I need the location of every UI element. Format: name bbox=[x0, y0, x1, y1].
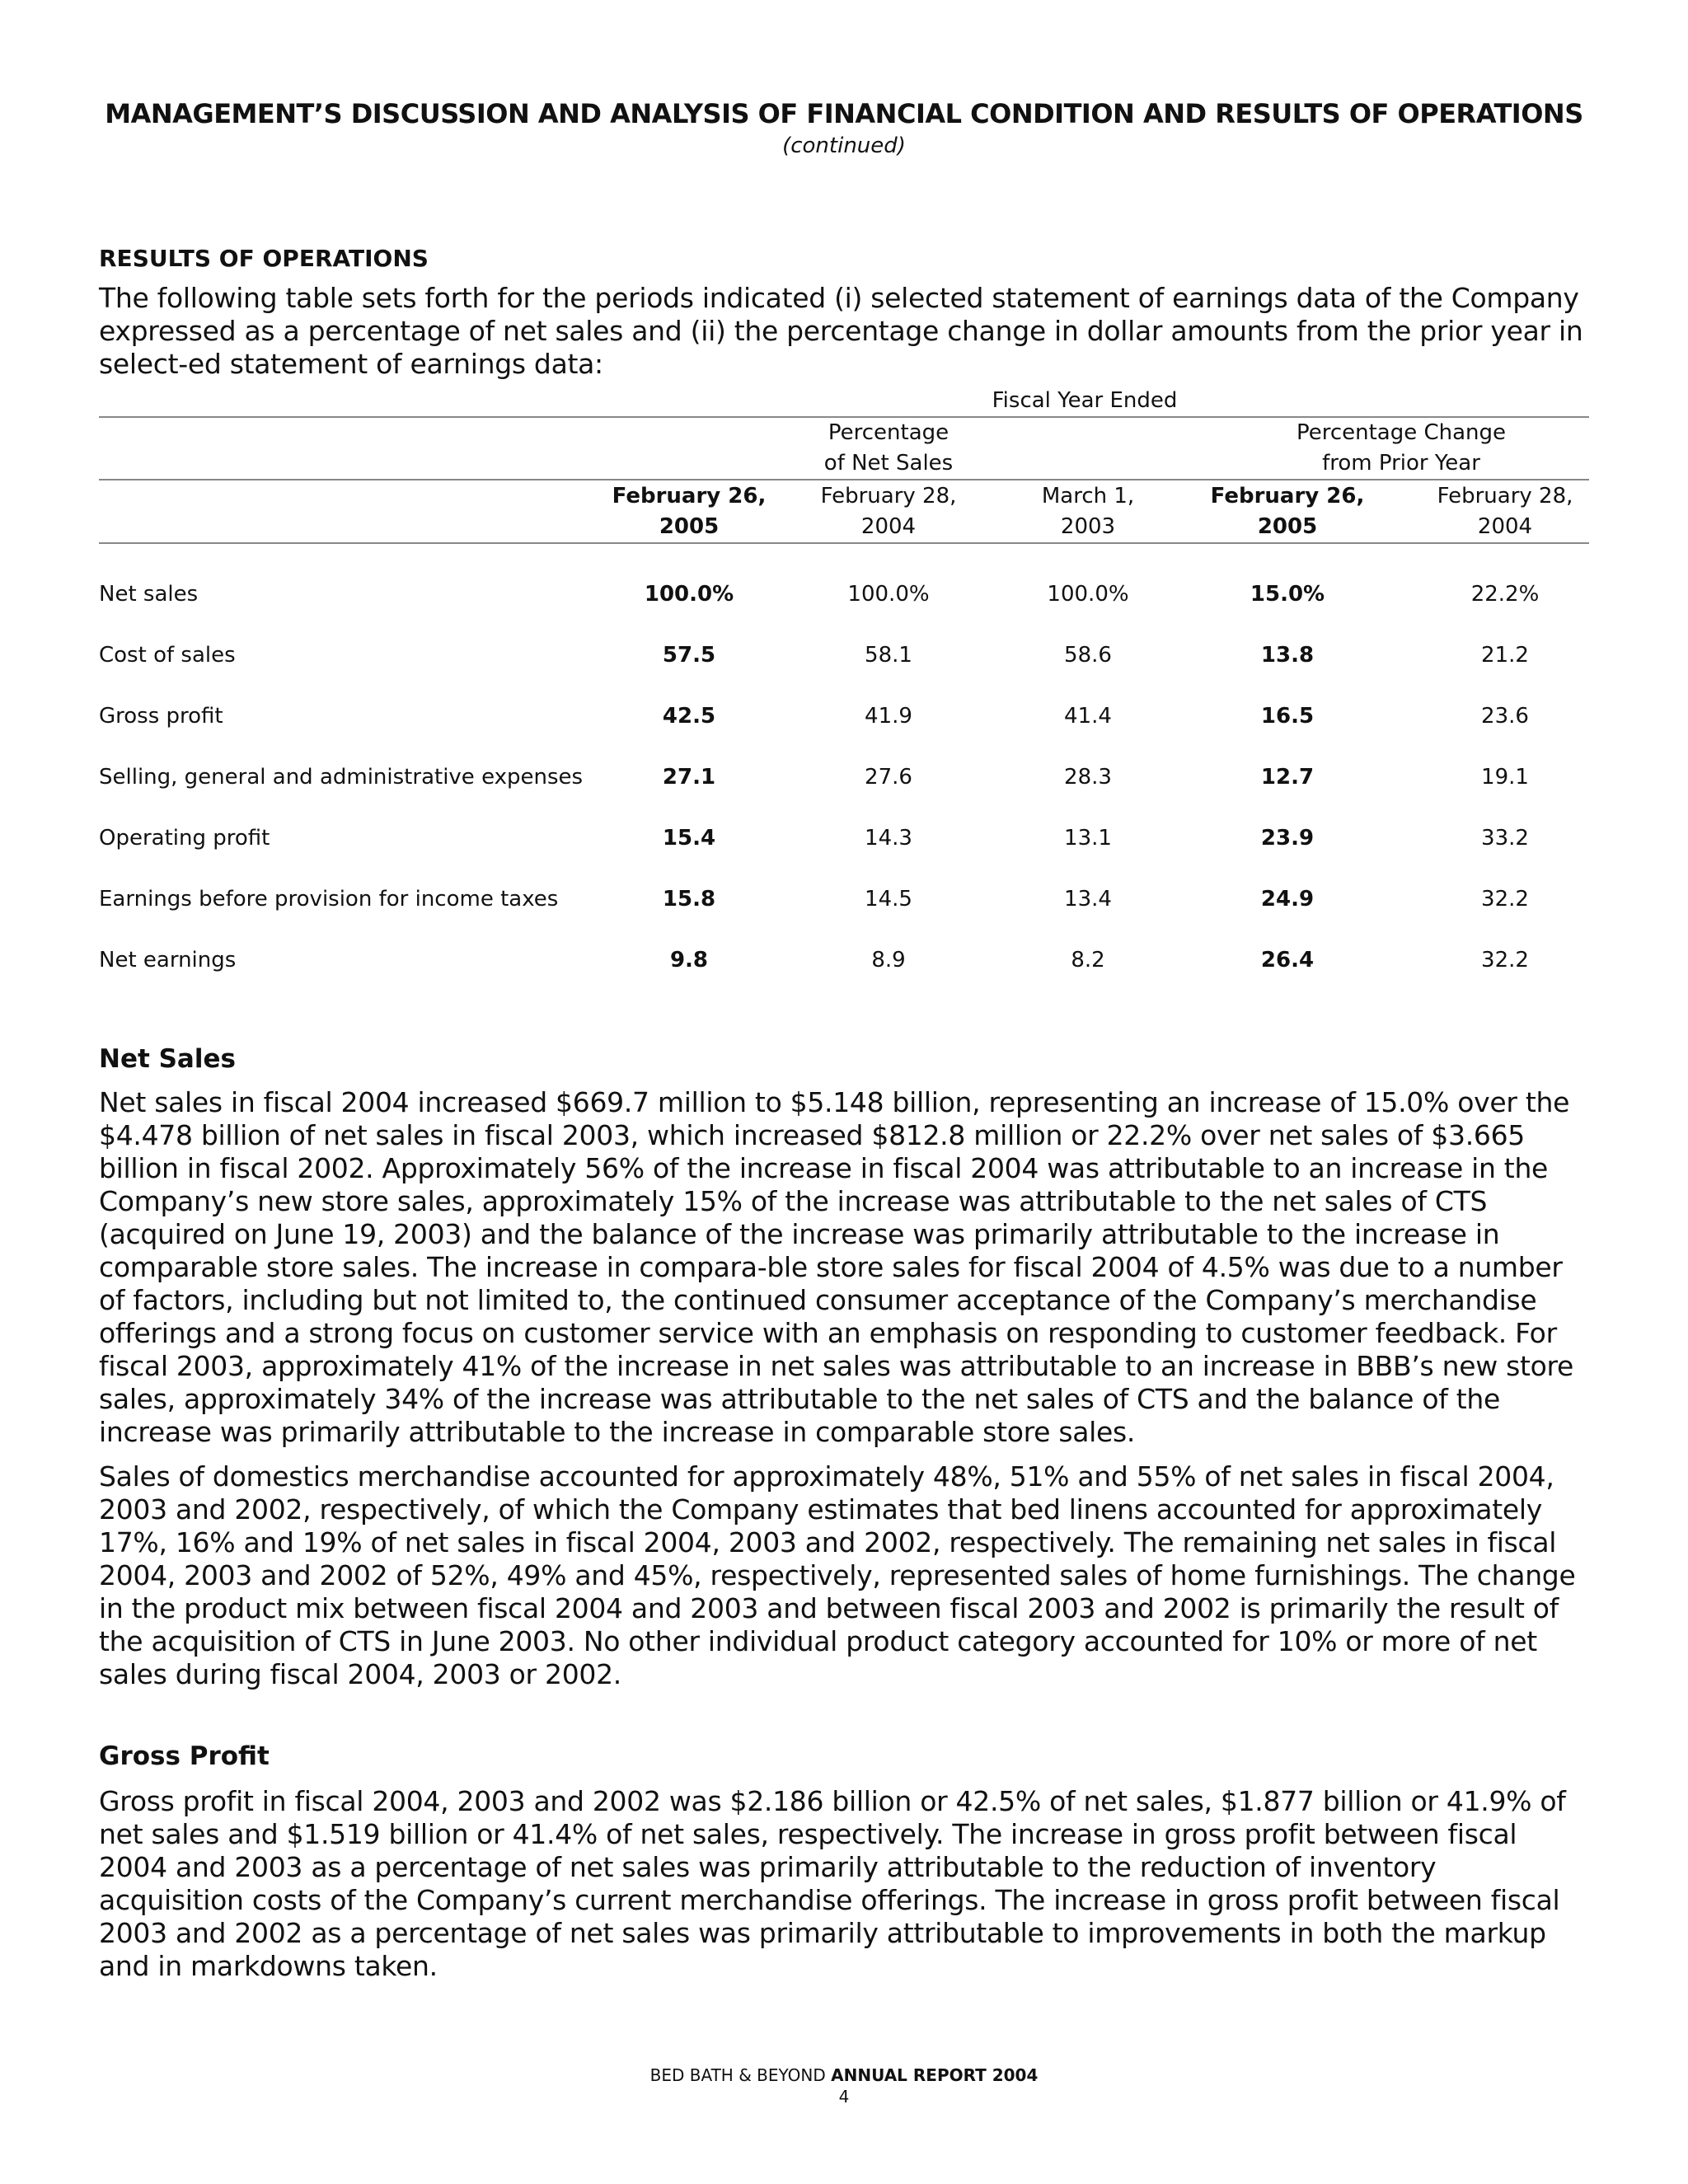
footer-report: ANNUAL REPORT 2004 bbox=[831, 2065, 1039, 2085]
row-label: Cost of sales bbox=[99, 643, 236, 668]
cell: 28.3 bbox=[1064, 765, 1112, 790]
cell: 100.0% bbox=[644, 582, 734, 607]
cell: 16.5 bbox=[1260, 704, 1315, 729]
cell: 13.4 bbox=[1064, 887, 1112, 912]
group-pct-net-sales-line2: of Net Sales bbox=[823, 451, 954, 476]
row-label: Earnings before provision for income taxes bbox=[99, 887, 559, 912]
cell: 14.5 bbox=[865, 887, 912, 912]
group-pct-change-line1: Percentage Change bbox=[1296, 420, 1507, 445]
cell: 58.6 bbox=[1064, 643, 1112, 668]
col-header-3-line1: March 1, bbox=[1041, 484, 1135, 509]
row-label: Net earnings bbox=[99, 948, 237, 972]
col-header-4-line1: February 26, bbox=[1210, 484, 1365, 509]
footer-report-line bbox=[0, 2064, 1688, 2086]
cell: 27.6 bbox=[865, 765, 912, 790]
cell: 100.0% bbox=[1047, 582, 1129, 607]
fiscal-year-ended-label: Fiscal Year Ended bbox=[992, 388, 1178, 413]
cell: 24.9 bbox=[1260, 887, 1315, 912]
col-header-3-line2: 2003 bbox=[1060, 514, 1116, 539]
col-header-2-line2: 2004 bbox=[860, 514, 917, 539]
cell: 12.7 bbox=[1260, 765, 1315, 790]
cell: 41.9 bbox=[865, 704, 912, 729]
col-header-1-line2: 2005 bbox=[659, 514, 720, 539]
results-table bbox=[99, 386, 1589, 1012]
net-sales-paragraph-1: Net sales in fiscal 2004 increased $669.7 million to $5.148 billion, representing an increase of 15.0% over the $4.478 billion of net sales in fiscal 2003, which increased $812.8 million or 22.2% over net sales of $3.665 billion in fiscal 2002. Approximately 56% of the increase in fiscal 2004 was attributable to an increase in the Company’s new store sales, approximately 15% of the increase was attributable to the net sales of CTS (acquired on June 19, 2003) and the balance of the increase was primarily attributable to the increase in comparable store sales. The increase in compara-ble store sales for fiscal 2004 of 4.5% was due to a number of factors, including but not limited to, the continued consumer acceptance of the Company’s merchandise offerings and a strong focus on customer service with an emphasis on responding to customer feedback. For fiscal 2003, approximately 41% of the increase in net sales was attributable to an increase in BBB’s new store sales, approximately 34% of the increase was attributable to the net sales of CTS and the balance of the increase was primarily attributable to the increase in comparable store sales. bbox=[99, 1086, 1574, 1448]
net-sales-heading: Net Sales bbox=[99, 1044, 236, 1074]
cell: 57.5 bbox=[662, 643, 716, 668]
cell: 15.4 bbox=[662, 826, 716, 851]
cell: 13.8 bbox=[1260, 643, 1315, 668]
page-title: MANAGEMENT’S DISCUSSION AND ANALYSIS OF FINANCIAL CONDITION AND RESULTS OF OPERATIONS bbox=[105, 98, 1583, 129]
cell: 19.1 bbox=[1481, 765, 1529, 790]
col-header-1-line1: February 26, bbox=[612, 484, 767, 509]
cell: 100.0% bbox=[847, 582, 930, 607]
row-label: Selling, general and administrative expenses bbox=[99, 765, 584, 790]
cell: 14.3 bbox=[865, 826, 912, 851]
net-sales-paragraph-2: Sales of domestics merchandise accounted for approximately 48%, 51% and 55% of net sales in fiscal 2004, 2003 and 2002, respectively, of which the Company estimates that bed linens accounted for approximately 17%, 16% and 19% of net sales in fiscal 2004, 2003 and 2002, respectively. The remaining net sales in fiscal 2004, 2003 and 2002 of 52%, 49% and 45%, respectively, represented sales of home furnishings. The change in the product mix between fiscal 2004 and 2003 and between fiscal 2003 and 2002 is primarily the result of the acquisition of CTS in June 2003. No other individual product category accounted for 10% or more of net sales during fiscal 2004, 2003 or 2002. bbox=[99, 1460, 1576, 1690]
cell: 23.9 bbox=[1260, 826, 1315, 851]
gross-profit-heading: Gross Profit bbox=[99, 1741, 270, 1771]
gross-profit-paragraph-1: Gross profit in fiscal 2004, 2003 and 2002 was $2.186 billion or 42.5% of net sales, $1.877 billion or 41.9% of net sales and $1.519 billion or 41.4% of net sales, respectively. The increase in gross profit between fiscal 2004 and 2003 as a percentage of net sales was primarily attributable to the reduction of inventory acquisition costs of the Company’s current merchandise offerings. The increase in gross profit between fiscal 2003 and 2002 as a percentage of net sales was primarily attributable to improvements in both the markup and in markdowns taken. bbox=[99, 1785, 1566, 1982]
cell: 32.2 bbox=[1481, 948, 1529, 972]
cell: 21.2 bbox=[1481, 643, 1529, 668]
cell: 8.2 bbox=[1071, 948, 1105, 972]
cell: 26.4 bbox=[1260, 948, 1315, 972]
cell: 22.2% bbox=[1470, 582, 1540, 607]
col-header-5-line2: 2004 bbox=[1477, 514, 1533, 539]
col-header-5-line1: February 28, bbox=[1437, 484, 1573, 509]
page-number: 4 bbox=[838, 2087, 850, 2107]
cell: 32.2 bbox=[1481, 887, 1529, 912]
cell: 8.9 bbox=[871, 948, 906, 972]
page-subtitle: (continued) bbox=[782, 134, 906, 158]
cell: 41.4 bbox=[1064, 704, 1112, 729]
cell: 15.0% bbox=[1250, 582, 1325, 607]
group-pct-change-line2: from Prior Year bbox=[1322, 451, 1480, 476]
cell: 58.1 bbox=[865, 643, 912, 668]
col-header-4-line2: 2005 bbox=[1257, 514, 1318, 539]
cell: 27.1 bbox=[662, 765, 716, 790]
group-pct-net-sales-line1: Percentage bbox=[828, 420, 950, 445]
row-label: Gross profit bbox=[99, 704, 223, 729]
cell: 33.2 bbox=[1481, 826, 1529, 851]
cell: 42.5 bbox=[662, 704, 716, 729]
rule-bottom bbox=[99, 542, 1589, 544]
results-heading: RESULTS OF OPERATIONS bbox=[99, 245, 429, 272]
results-intro: The following table sets forth for the periods indicated (i) selected statement of earnings data of the Company expressed as a percentage of net sales and (ii) the percentage change in dollar amounts from the prior year in select-ed statement of earnings data: bbox=[99, 282, 1583, 380]
cell: 15.8 bbox=[662, 887, 716, 912]
row-label: Net sales bbox=[99, 582, 199, 607]
footer-company: BED BATH & BEYOND bbox=[649, 2065, 826, 2085]
cell: 13.1 bbox=[1064, 826, 1112, 851]
rule-middle bbox=[99, 479, 1589, 480]
cell: 9.8 bbox=[669, 948, 709, 972]
col-header-2-line1: February 28, bbox=[820, 484, 957, 509]
cell: 23.6 bbox=[1481, 704, 1529, 729]
page bbox=[99, 97, 1589, 1983]
page-footer bbox=[0, 2064, 1688, 2107]
row-label: Operating profit bbox=[99, 826, 270, 851]
